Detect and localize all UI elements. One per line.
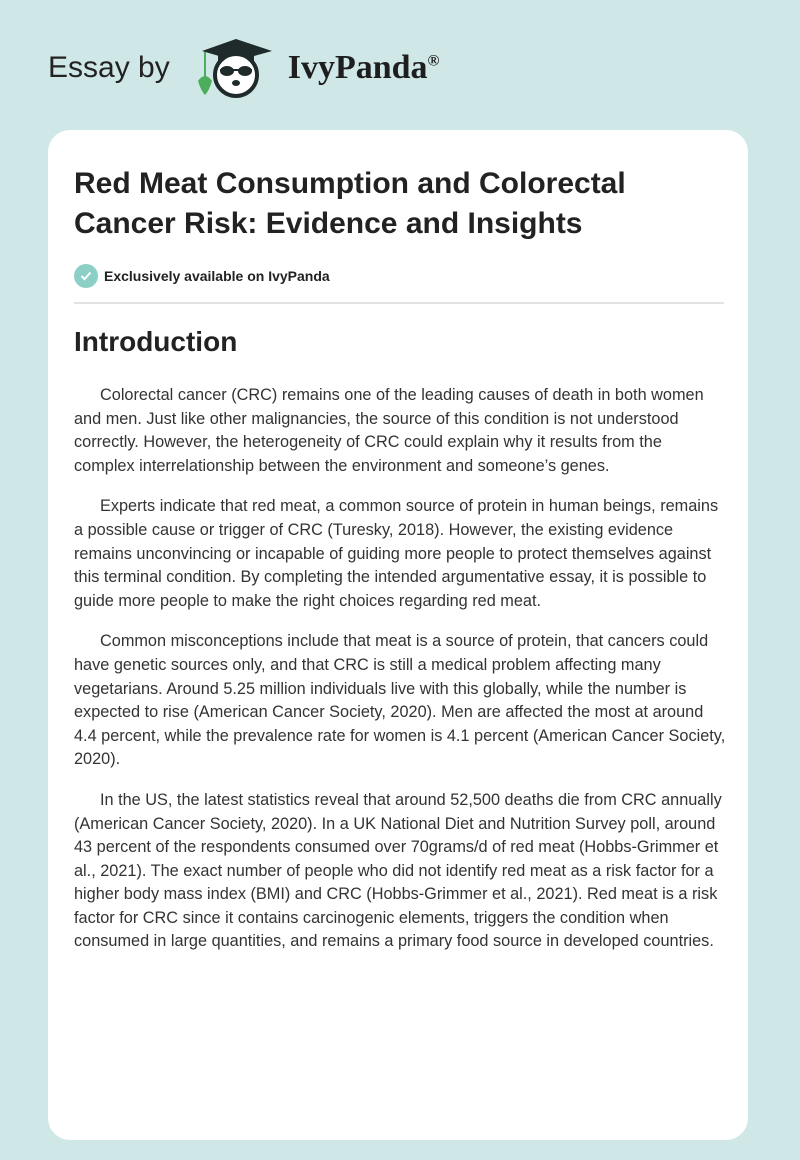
paragraph: Colorectal cancer (CRC) remains one of the leading causes of death in both women and men. Just like other malignancies, the source of this condition is not understood correctly. However, the heterogeneity of CRC could explain why it results from the complex interrelationship between the environment and someone’s genes.: [74, 386, 704, 475]
brand-header: [48, 38, 440, 98]
brand-name: IvyPanda: [287, 49, 428, 86]
check-circle-icon: [74, 264, 98, 288]
exclusive-label: Exclusively available on IvyPanda: [104, 268, 330, 284]
ivypanda-wordmark: [288, 49, 440, 87]
section-heading: Introduction: [74, 326, 238, 357]
essay-by-label: Essay by: [48, 51, 170, 84]
essay-card: [48, 130, 748, 1140]
paragraph: In the US, the latest statistics reveal that around 52,500 deaths die from CRC annually (American Cancer Society, 2020). In a UK National Diet and Nutrition Survey poll, around 43 percent of the respondents consumed over 70grams/d of red meat (Hobbs-Grimmer et al., 2021). The exact number of people who did not identify red meat as a risk factor for a higher body mass index (BMI) and CRC (Hobbs-Grimmer et al., 2021). Red meat is a risk factor for CRC since it contains carcinogenic elements, triggers the condition when consumed in large quantities, and remains a primary food source in developed countries.: [74, 790, 722, 951]
exclusive-badge: [74, 264, 330, 288]
divider: [74, 302, 724, 304]
registered-mark: ®: [427, 52, 440, 70]
essay-body: [74, 384, 726, 971]
paragraph: Experts indicate that red meat, a common source of protein in human beings, remains a possible cause or trigger of CRC (Turesky, 2018). However, the existing evidence remains unconvincing or incapable of guiding more people to protect themselves against this terminal condition. By completing the intended argumentative essay, it is possible to guide more people to make the right choices regarding red meat.: [74, 497, 719, 610]
page-title: Red Meat Consumption and Colorectal Cancer Risk: Evidence and Insights: [74, 167, 626, 240]
paragraph: Common misconceptions include that meat is a source of protein, that cancers could have genetic sources only, and that CRC is still a medical problem affecting many vegetarians. Around 5.25 million individuals live with this globally, while the number is expected to rise (American Cancer Society, 2020). Men are affected the most at around 4.4 percent, while the prevalence rate for women is 4.1 percent (American Cancer Society, 2020).: [74, 632, 726, 769]
ivypanda-logo-icon: [188, 37, 280, 99]
